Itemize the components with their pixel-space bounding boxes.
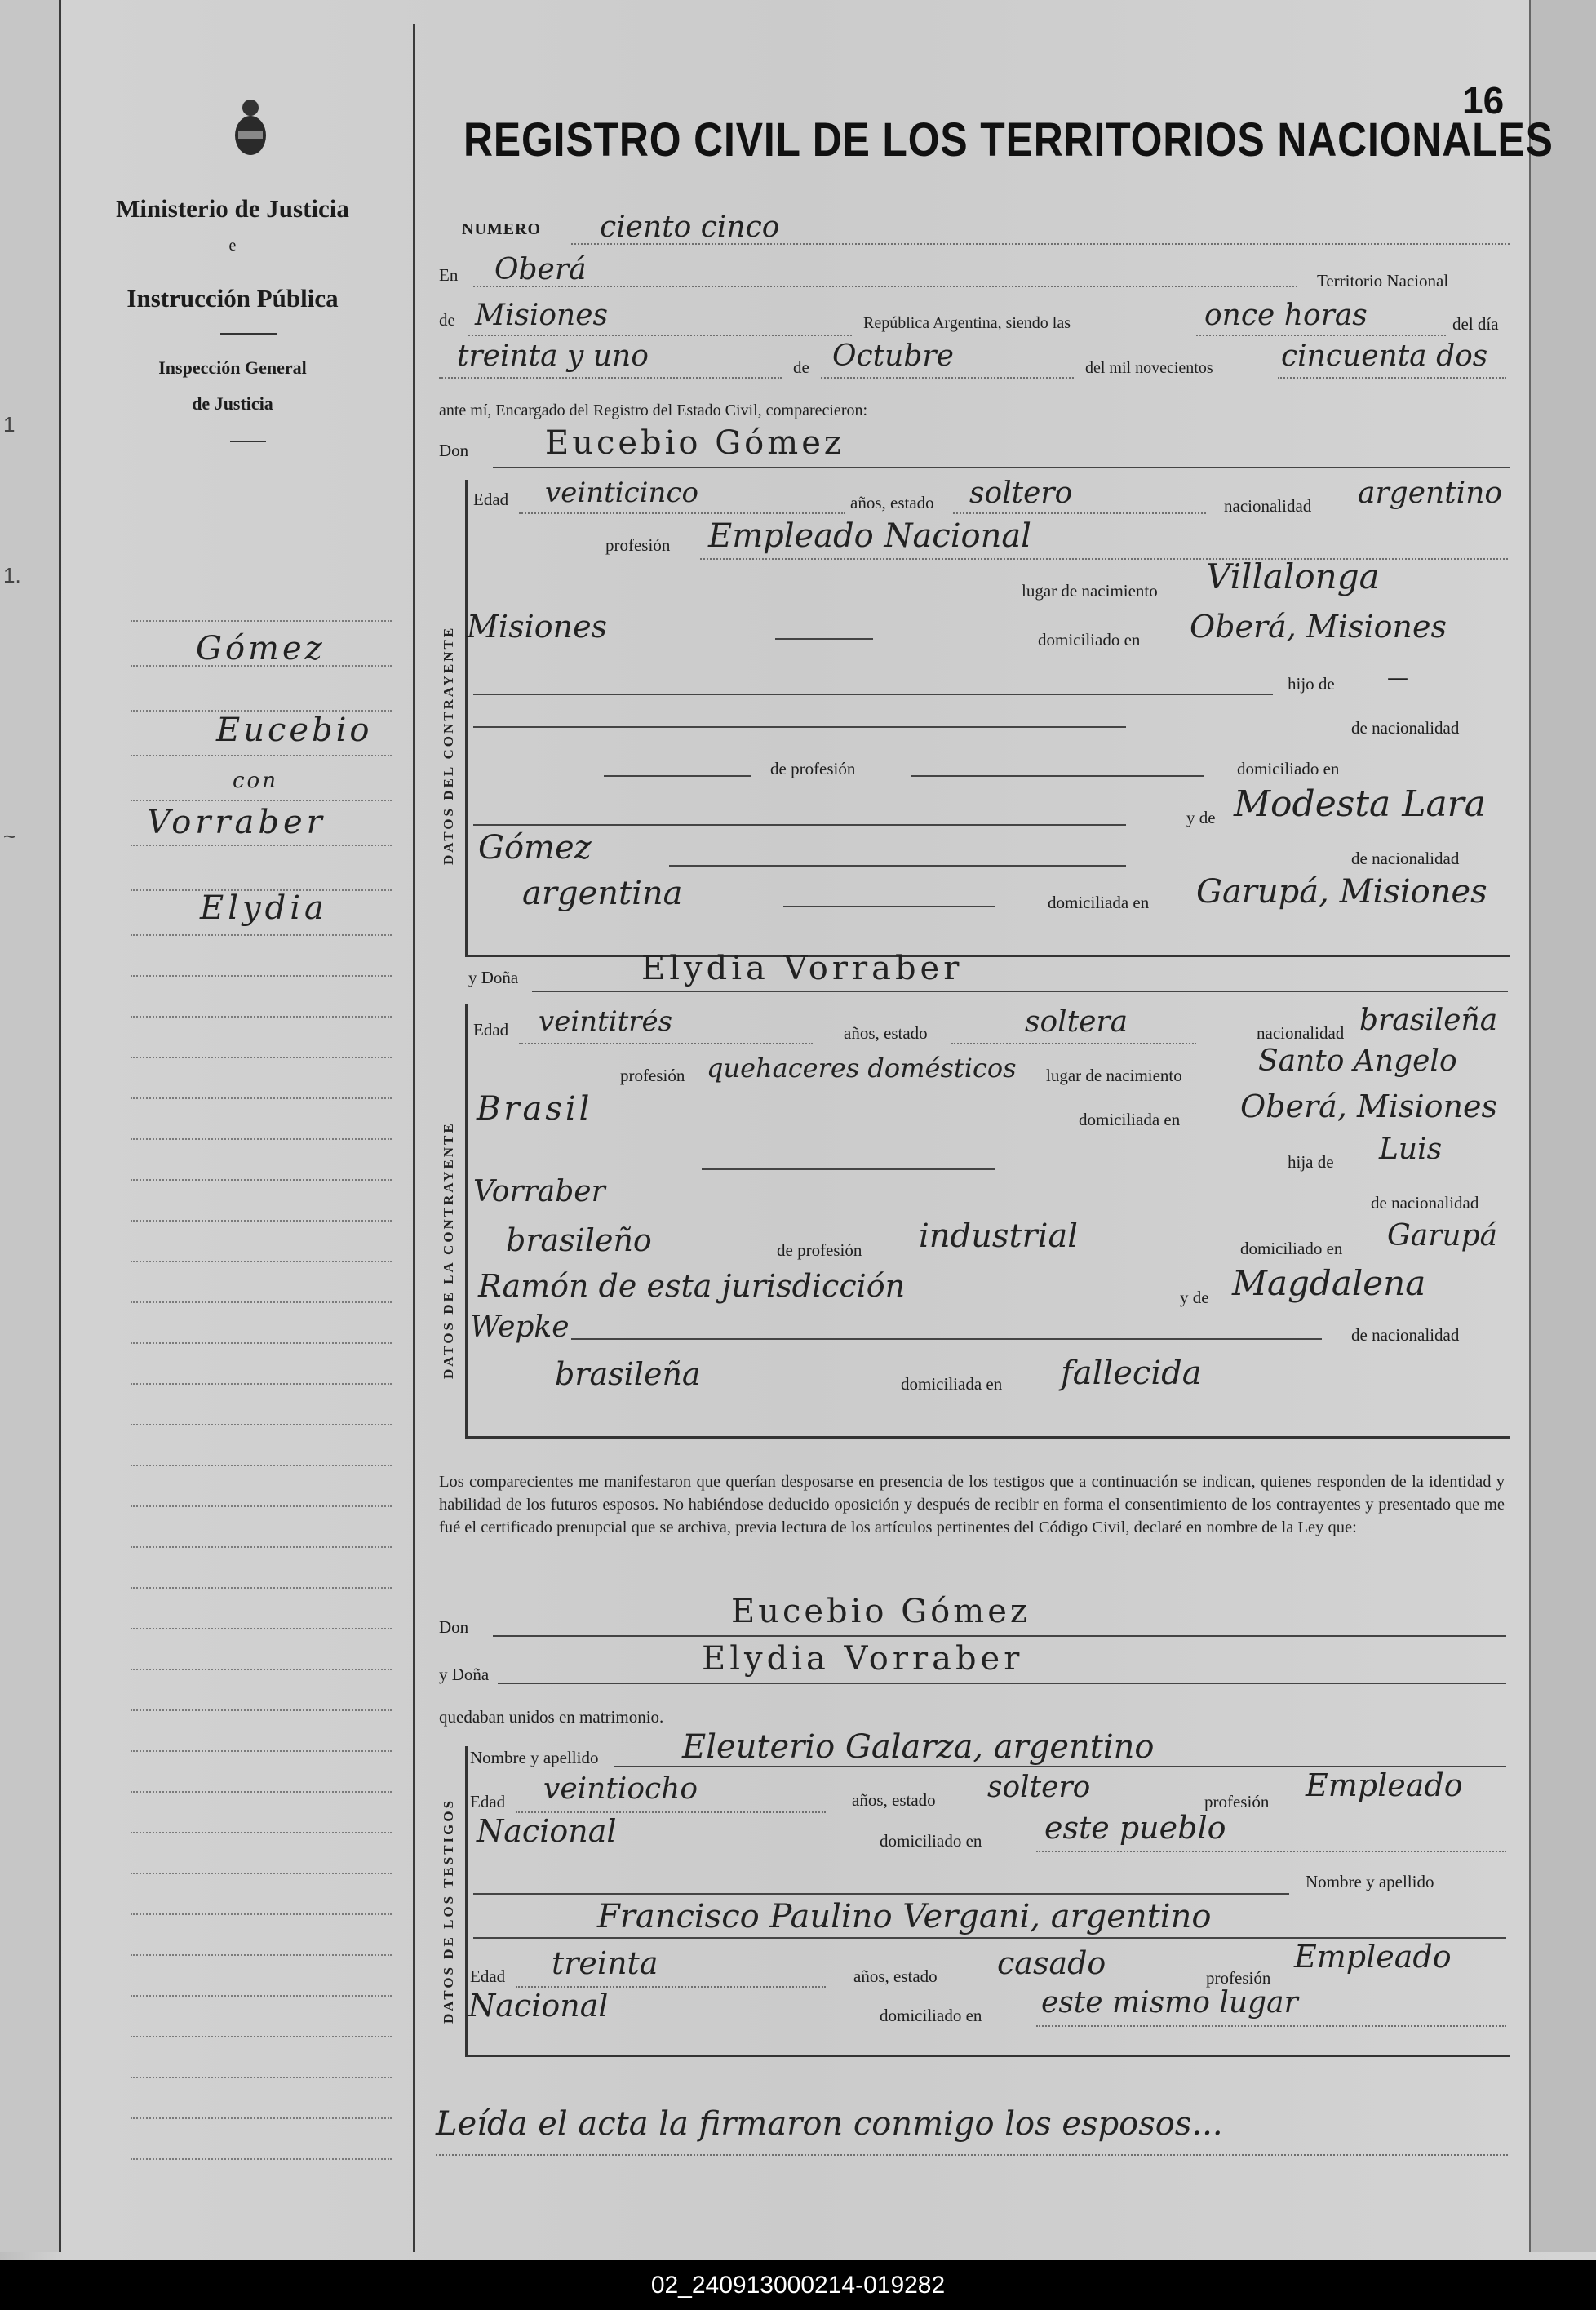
del-dia-label: del día bbox=[1452, 314, 1499, 334]
adjacent-page-edge: 1 1. ~ bbox=[0, 0, 61, 2252]
w1-nombre-label: Nombre y apellido bbox=[470, 1748, 599, 1767]
w2-edad: treinta bbox=[552, 1945, 658, 1981]
coat-of-arms-icon bbox=[230, 96, 271, 160]
groom-y-de-label: y de bbox=[1186, 808, 1216, 827]
bride-domiciliado-label: domiciliado en bbox=[1240, 1239, 1343, 1258]
bride-dona-label: y Doña bbox=[468, 968, 519, 987]
bride-padre-value2: Vorraber bbox=[473, 1175, 605, 1208]
bride-profesion-value: quehaceres domésticos bbox=[707, 1053, 1017, 1084]
groom-hijo-label: hijo de bbox=[1288, 674, 1335, 694]
index-surname2: Vorraber bbox=[147, 804, 326, 841]
inspection-line2: de Justicia bbox=[192, 393, 273, 414]
bride-madre-domicilio: fallecida bbox=[1061, 1355, 1202, 1392]
decl-dona-label: y Doña bbox=[439, 1665, 490, 1684]
groom-edad-label: Edad bbox=[473, 490, 509, 509]
w1-edad: veintiocho bbox=[543, 1772, 698, 1806]
w2-profesion-label: profesión bbox=[1206, 1968, 1271, 1988]
bride-madre-nacionalidad: brasileña bbox=[555, 1356, 701, 1392]
w2-profesion2: Nacional bbox=[468, 1988, 609, 2024]
numero-label: NUMERO bbox=[462, 220, 542, 238]
bride-de-nac-label: de nacionalidad bbox=[1371, 1193, 1479, 1213]
bride-profesion-label: profesión bbox=[620, 1066, 685, 1085]
numero-value: ciento cinco bbox=[600, 211, 780, 244]
bride-lugar-label: lugar de nacimiento bbox=[1046, 1066, 1182, 1085]
w1-profesion: Empleado bbox=[1306, 1767, 1463, 1803]
mes-value: Octubre bbox=[832, 339, 954, 373]
groom-madre-value: Modesta Lara bbox=[1234, 783, 1486, 825]
de2-label: de bbox=[793, 357, 809, 377]
bride-lugar-value2: Brasil bbox=[477, 1090, 593, 1128]
bride-vertical-label: DATOS DE LA CONTRAYENTE bbox=[441, 1121, 456, 1379]
w2-profesion: Empleado bbox=[1294, 1939, 1452, 1975]
inspection-divider bbox=[230, 441, 266, 442]
en-value: Oberá bbox=[494, 253, 587, 286]
groom-madre-nacionalidad: argentina bbox=[522, 875, 683, 912]
w2-anios-label: años, estado bbox=[853, 1966, 938, 1986]
bride-domicilio-value: Oberá, Misiones bbox=[1240, 1088, 1498, 1124]
groom-vertical-label: DATOS DEL CONTRAYENTE bbox=[441, 625, 456, 865]
ministry-and: e bbox=[228, 237, 237, 255]
groom-profesion-label: profesión bbox=[605, 535, 671, 555]
de-value: Misiones bbox=[475, 299, 609, 332]
declaration-paragraph: Los comparecientes me manifestaron que querían desposarse en presencia de los testigos que a continuación se indican, quienes responden de la identidad y habilidad de los futuros esposos. No habiéndose deducido oposición y después de recibir en forma el consentimiento de los contrayentes y presentado que me fué el certificado prenupcial que se archiva, previa lectura de los artículos pertinentes del Código Civil, declaré en nombre de la Ley que: bbox=[439, 1473, 1505, 1536]
bride-lugar-value: Santo Angelo bbox=[1258, 1044, 1457, 1078]
w2-domiciliado-label: domiciliado en bbox=[880, 2006, 982, 2025]
en-label: En bbox=[439, 265, 459, 285]
w1-profesion-label: profesión bbox=[1204, 1792, 1270, 1811]
ministry-line1: Ministerio de Justicia bbox=[116, 194, 349, 223]
bride-padre-nacionalidad: brasileño bbox=[506, 1222, 652, 1258]
bride-de-nac-label2: de nacionalidad bbox=[1351, 1325, 1460, 1345]
bride-madre-value: Magdalena bbox=[1232, 1263, 1426, 1303]
bride-y-de-label: y de bbox=[1180, 1288, 1209, 1307]
bride-padre-profesion: industrial bbox=[919, 1217, 1079, 1255]
bride-anios-label: años, estado bbox=[844, 1023, 928, 1043]
don-label: Don bbox=[439, 441, 469, 460]
inspection-line1: Inspección General bbox=[158, 357, 307, 378]
index-name2: Elydia bbox=[200, 889, 328, 927]
w1-estado: soltero bbox=[987, 1771, 1091, 1804]
w1-profesion2: Nacional bbox=[477, 1813, 617, 1849]
groom-domiciliado-label: domiciliado en bbox=[1237, 759, 1340, 778]
bride-hija-label: hija de bbox=[1288, 1152, 1334, 1172]
bride-edad-label: Edad bbox=[473, 1020, 509, 1040]
bride-nacionalidad-value: brasileña bbox=[1359, 1004, 1498, 1037]
w1-anios-label: años, estado bbox=[852, 1790, 936, 1810]
w1-domiciliado-label: domiciliado en bbox=[880, 1831, 982, 1851]
groom-anios-label: años, estado bbox=[850, 493, 934, 512]
register-heading: REGISTRO CIVIL DE LOS TERRITORIOS NACIONALES bbox=[463, 113, 1554, 166]
ante-label: ante mí, Encargado del Registro del Estado Civil, comparecieron: bbox=[439, 401, 868, 419]
groom-de-profesion-label: de profesión bbox=[770, 759, 856, 778]
w2-nombre: Francisco Paulino Vergani, argentino bbox=[597, 1898, 1212, 1935]
w2-edad-label: Edad bbox=[470, 1966, 506, 1986]
index-con: con bbox=[233, 769, 278, 793]
mil-label: del mil novecientos bbox=[1085, 359, 1213, 377]
bride-madre-value2: Wepke bbox=[470, 1310, 570, 1344]
groom-domiciliada-label: domiciliada en bbox=[1048, 893, 1150, 912]
bride-padre-domicilio: Garupá bbox=[1387, 1219, 1498, 1253]
dia-value: treinta y uno bbox=[457, 339, 649, 373]
groom-domicilio-label: domiciliado en bbox=[1038, 630, 1141, 650]
bride-de-profesion-label: de profesión bbox=[777, 1240, 862, 1260]
ministry-line2: Instrucción Pública bbox=[126, 284, 339, 313]
w1-nombre: Eleuterio Galarza, argentino bbox=[682, 1728, 1155, 1766]
w2-nombre-label: Nombre y apellido bbox=[1306, 1872, 1434, 1891]
w2-domicilio: este mismo lugar bbox=[1041, 1986, 1298, 2020]
bride-estado-value: soltera bbox=[1025, 1005, 1128, 1039]
groom-lugar-value: Villalonga bbox=[1206, 556, 1380, 596]
groom-estado-value: soltero bbox=[969, 477, 1073, 510]
page-corner bbox=[1529, 0, 1596, 2252]
bride-nacionalidad-label: nacionalidad bbox=[1257, 1023, 1345, 1043]
decl-don-value: Eucebio Gómez bbox=[731, 1593, 1031, 1630]
hora-value: once horas bbox=[1204, 299, 1368, 332]
closing-note: Leída el acta la firmaron conmigo los esposos... bbox=[436, 2105, 1223, 2143]
witnesses-vertical-label: DATOS DE LOS TESTIGOS bbox=[441, 1798, 456, 2024]
w1-domicilio: este pueblo bbox=[1044, 1810, 1226, 1846]
groom-nacionalidad-label: nacionalidad bbox=[1224, 496, 1312, 516]
groom-madre-value2: Gómez bbox=[478, 829, 592, 867]
w2-estado: casado bbox=[997, 1945, 1106, 1981]
anio-value: cincuenta dos bbox=[1281, 339, 1488, 373]
republica-label: República Argentina, siendo las bbox=[863, 314, 1071, 332]
groom-de-nac-label2: de nacionalidad bbox=[1351, 849, 1460, 868]
de-label: de bbox=[439, 310, 455, 330]
decl-dona-value: Elydia Vorraber bbox=[702, 1640, 1024, 1678]
groom-lugar-value2: Misiones bbox=[467, 609, 608, 645]
decl-don-label: Don bbox=[439, 1617, 469, 1637]
decl-unidos-label: quedaban unidos en matrimonio. bbox=[439, 1707, 664, 1727]
groom-madre-domicilio: Garupá, Misiones bbox=[1196, 873, 1487, 911]
index-surname1: Gómez bbox=[196, 630, 326, 667]
bride-dona-value: Elydia Vorraber bbox=[641, 950, 964, 987]
folio-number: 16 bbox=[1462, 79, 1505, 122]
scan-filename: 02_240913000214-019282 bbox=[0, 2260, 1596, 2310]
bride-edad-value: veintitrés bbox=[539, 1005, 673, 1038]
bride-domicilio-label: domiciliada en bbox=[1079, 1110, 1181, 1129]
bride-domiciliada-label: domiciliada en bbox=[901, 1374, 1003, 1394]
groom-nacionalidad-value: argentino bbox=[1358, 477, 1503, 510]
w1-edad-label: Edad bbox=[470, 1792, 506, 1811]
groom-domicilio-value: Oberá, Misiones bbox=[1190, 609, 1447, 645]
bride-padre-domicilio2: Ramón de esta jurisdicción bbox=[478, 1268, 906, 1304]
groom-de-nac-label: de nacionalidad bbox=[1351, 718, 1460, 738]
groom-hijo-value: — bbox=[1387, 666, 1408, 690]
territorio-label: Territorio Nacional bbox=[1317, 271, 1449, 290]
groom-edad-value: veinticinco bbox=[545, 477, 698, 509]
groom-profesion-value: Empleado Nacional bbox=[708, 517, 1031, 555]
index-name1: Eucebio bbox=[216, 712, 373, 749]
ministry-divider bbox=[220, 333, 277, 335]
bride-padre-value: Luis bbox=[1379, 1133, 1443, 1166]
groom-lugar-label: lugar de nacimiento bbox=[1022, 581, 1158, 601]
don-value: Eucebio Gómez bbox=[545, 424, 845, 462]
